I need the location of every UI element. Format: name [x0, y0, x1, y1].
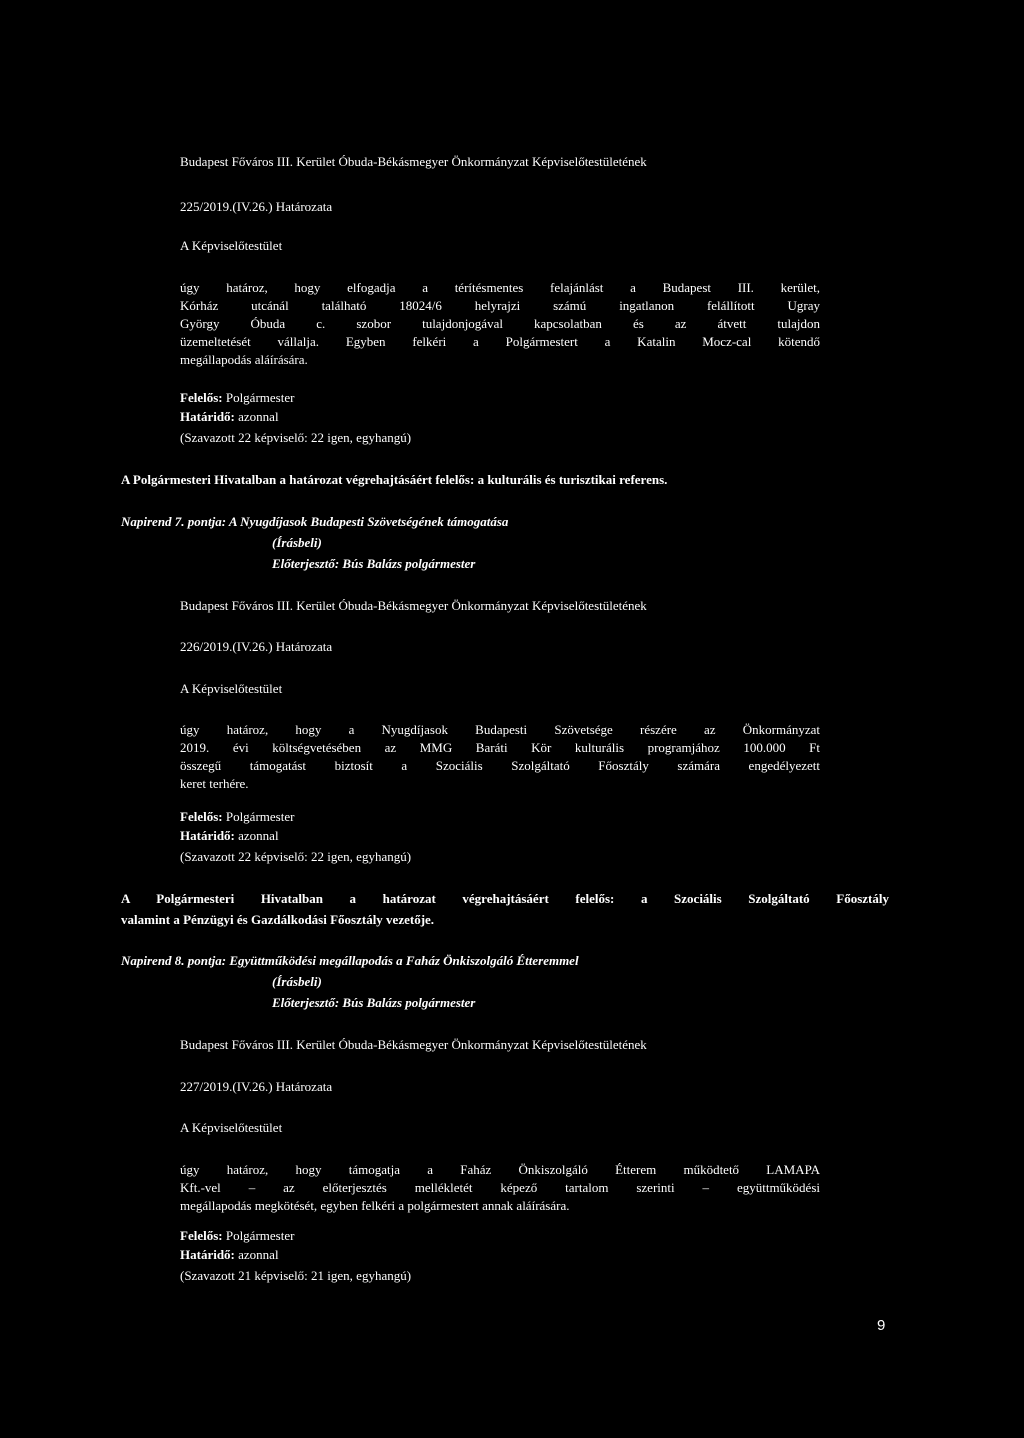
vote-result: (Szavazott 22 képviselő: 22 igen, egyhangú) — [180, 849, 412, 864]
decision-line: Kft.-vel – az előterjesztés mellékletét képező tartalom szerinti – együttműködési — [180, 1180, 820, 1195]
agenda-kind: (Írásbeli) — [272, 535, 322, 550]
deadline-value: azonnal — [238, 1247, 279, 1262]
deadline-label: Határidő: — [180, 828, 235, 843]
responsible-row — [180, 810, 294, 824]
responsible-label: Felelős: — [180, 809, 223, 824]
decision-line: megállapodás megkötését, egyben felkéri a polgármestert annak aláírására. — [180, 1198, 570, 1213]
agenda-title: Együttműködési megállapodás a Faház Önkiszolgáló Étteremmel — [229, 953, 579, 968]
responsible-label: Felelős: — [180, 390, 223, 405]
agenda-label: Napirend 7. pontja: — [121, 514, 227, 529]
council-heading: Budapest Főváros III. Kerület Óbuda-Békásmegyer Önkormányzat Képviselőtestületének — [180, 598, 647, 613]
decision-line: megállapodás aláírására. — [180, 352, 308, 367]
decision-line: György Óbuda c. szobor tulajdonjogával kapcsolatban és az átvett tulajdon — [180, 316, 820, 331]
responsible-value: Polgármester — [225, 390, 295, 405]
deadline-row — [180, 829, 279, 843]
body-heading: A Képviselőtestület — [180, 238, 283, 253]
execution-note: A Polgármesteri Hivatalban a határozat végrehajtásáért felelős: a kulturális és turisztikai referens. — [121, 472, 668, 487]
presenter-name: Bús Balázs polgármester — [342, 556, 476, 571]
decision-line: összegű támogatást biztosít a Szociális Szolgáltató Főosztály számára engedélyezett — [180, 758, 820, 773]
council-heading: Budapest Főváros III. Kerület Óbuda-Békásmegyer Önkormányzat Képviselőtestületének — [180, 154, 647, 169]
resolution-id: 227/2019.(IV.26.) Határozata — [180, 1079, 333, 1094]
execution-line: valamint a Pénzügyi és Gazdálkodási Főosztály vezetője. — [121, 912, 435, 927]
presenter-name: Bús Balázs polgármester — [342, 995, 476, 1010]
decision-line: úgy határoz, hogy elfogadja a térítésmentes felajánlást a Budapest III. kerület, — [180, 280, 820, 295]
resolution-id: 226/2019.(IV.26.) Határozata — [180, 639, 333, 654]
responsible-value: Polgármester — [225, 1228, 295, 1243]
responsible-row — [180, 1229, 294, 1243]
page-number: 9 — [877, 1317, 886, 1334]
decision-text — [180, 1163, 820, 1213]
agenda-kind: (Írásbeli) — [272, 974, 322, 989]
decision-line: üzemeltetését vállalja. Egyben felkéri a Polgármestert a Katalin Mocz-cal kötendő — [180, 334, 820, 349]
deadline-value: azonnal — [238, 409, 279, 424]
body-heading: A Képviselőtestület — [180, 1120, 283, 1135]
responsible-value: Polgármester — [225, 809, 295, 824]
agenda-presenter — [272, 557, 475, 571]
execution-note — [121, 892, 889, 927]
decision-line: keret terhére. — [180, 776, 249, 791]
vote-result: (Szavazott 21 képviselő: 21 igen, egyhangú) — [180, 1268, 412, 1283]
deadline-row — [180, 410, 279, 424]
agenda-presenter — [272, 996, 475, 1010]
decision-text — [180, 281, 820, 367]
resolution-id: 225/2019.(IV.26.) Határozata — [180, 199, 333, 214]
agenda-label: Napirend 8. pontja: — [121, 953, 227, 968]
decision-line: úgy határoz, hogy a Nyugdíjasok Budapesti Szövetsége részére az Önkormányzat — [180, 722, 820, 737]
decision-line: 2019. évi költségvetésében az MMG Baráti Kör kulturális programjához 100.000 Ft — [180, 740, 820, 755]
body-heading: A Képviselőtestület — [180, 681, 283, 696]
execution-line: A Polgármesteri Hivatalban a határozat végrehajtásáért felelős: a Szociális Szolgáltató Főosztály — [121, 891, 889, 906]
council-heading: Budapest Főváros III. Kerület Óbuda-Békásmegyer Önkormányzat Képviselőtestületének — [180, 1037, 647, 1052]
deadline-label: Határidő: — [180, 1247, 235, 1262]
vote-result: (Szavazott 22 képviselő: 22 igen, egyhangú) — [180, 430, 412, 445]
responsible-row — [180, 391, 294, 405]
agenda-title: A Nyugdíjasok Budapesti Szövetségének támogatása — [228, 514, 509, 529]
presenter-label: Előterjesztő: — [272, 556, 340, 571]
agenda-item — [121, 515, 508, 529]
presenter-label: Előterjesztő: — [272, 995, 340, 1010]
agenda-item — [121, 954, 579, 968]
decision-text — [180, 723, 820, 791]
deadline-row — [180, 1248, 279, 1262]
deadline-label: Határidő: — [180, 409, 235, 424]
responsible-label: Felelős: — [180, 1228, 223, 1243]
deadline-value: azonnal — [238, 828, 279, 843]
decision-line: úgy határoz, hogy támogatja a Faház Önkiszolgáló Étterem működtető LAMAPA — [180, 1162, 820, 1177]
decision-line: Kórház utcánál található 18024/6 helyrajzi számú ingatlanon felállított Ugray — [180, 298, 820, 313]
